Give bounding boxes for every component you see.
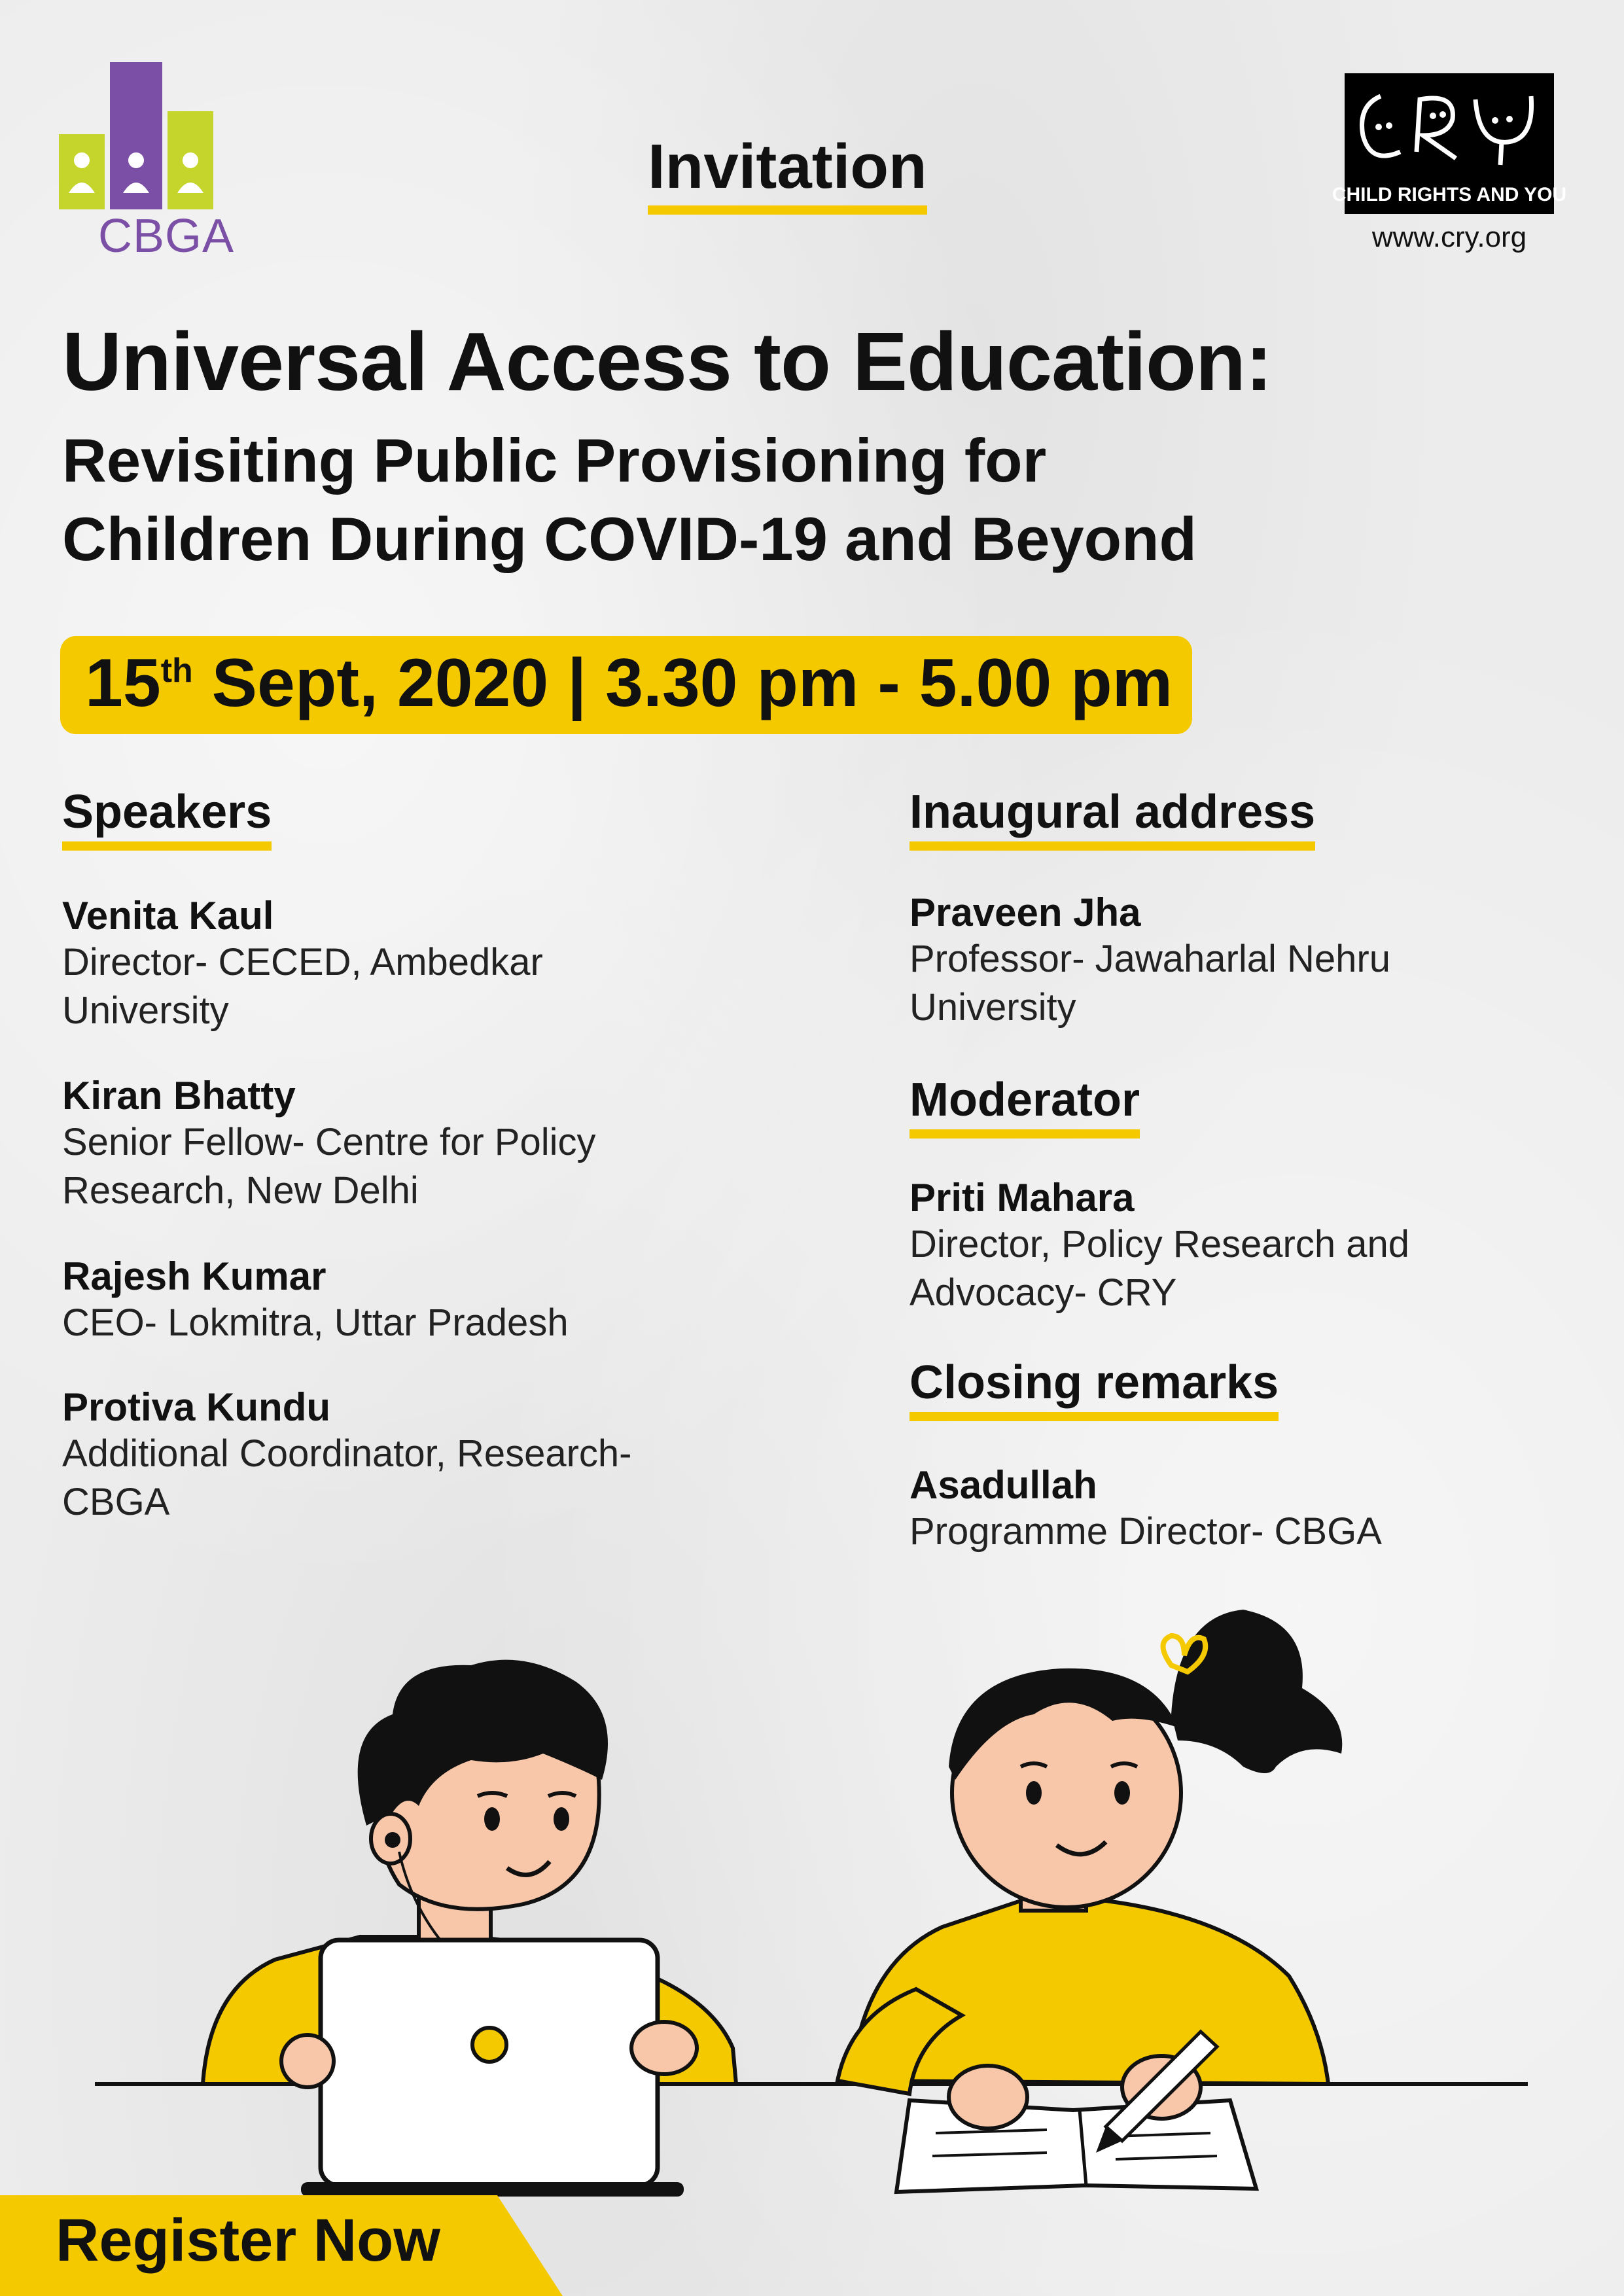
closing-role-line1: Programme Director- CBGA (909, 1510, 1382, 1553)
moderator-role-line1: Director, Policy Research and (909, 1223, 1409, 1265)
speaker-role-line2: Research, New Delhi (62, 1169, 419, 1212)
inaugural-speaker (909, 890, 1597, 1032)
speaker-name: Rajesh Kumar (62, 1254, 327, 1298)
inaugural-role-line2: University (909, 986, 1076, 1029)
speakers-heading (62, 785, 272, 851)
speaker-role-line2: CBGA (62, 1481, 170, 1523)
inaugural-name: Praveen Jha (909, 891, 1141, 934)
girl-illustration (838, 1610, 1342, 2192)
event-date-time (85, 645, 1173, 722)
invitation-heading (648, 131, 927, 215)
inaugural-heading (909, 785, 1315, 851)
moderator-heading-label: Moderator (909, 1073, 1140, 1139)
invitation-label: Invitation (648, 131, 927, 215)
speaker-role-line1: Director- CECED, Ambedkar (62, 941, 543, 983)
closing-heading-label: Closing remarks (909, 1356, 1279, 1421)
moderator-person (909, 1175, 1597, 1317)
event-subtitle-line1: Revisiting Public Provisioning for (62, 426, 1047, 495)
speaker-role-line1: Additional Coordinator, Research- (62, 1432, 632, 1475)
speaker-role-line2: University (62, 989, 229, 1032)
closing-person (909, 1462, 1597, 1556)
speaker-name: Venita Kaul (62, 894, 274, 938)
speakers-heading-label: Speakers (62, 785, 272, 851)
event-subtitle-line2: Children During COVID-19 and Beyond (62, 504, 1197, 573)
moderator-name: Priti Mahara (909, 1176, 1135, 1220)
speaker-role-line1: CEO- Lokmitra, Uttar Pradesh (62, 1301, 569, 1344)
cry-logo (1332, 73, 1567, 214)
inaugural-role-line1: Professor- Jawaharlal Nehru (909, 938, 1390, 980)
speaker-protiva-kundu (62, 1385, 847, 1527)
date-rest: Sept, 2020 | 3.30 pm - 5.00 pm (192, 645, 1173, 721)
speaker-kiran-bhatty (62, 1073, 847, 1215)
speaker-venita-kaul (62, 893, 847, 1035)
children-studying-illustration (0, 1570, 1624, 2225)
cbga-logo-text: CBGA (98, 210, 235, 262)
speaker-role-line1: Senior Fellow- Centre for Policy (62, 1121, 596, 1163)
date-day: 15 (85, 645, 161, 721)
event-title: Universal Access to Education: (62, 315, 1272, 408)
closing-heading (909, 1356, 1279, 1421)
date-suffix: th (160, 652, 193, 690)
moderator-role-line2: Advocacy- CRY (909, 1271, 1177, 1314)
boy-illustration (203, 1660, 736, 2197)
cry-tagline: CHILD RIGHTS AND YOU (1332, 184, 1567, 205)
moderator-heading (909, 1073, 1140, 1139)
inaugural-heading-label: Inaugural address (909, 785, 1315, 851)
register-now-button[interactable]: Register Now (56, 2207, 440, 2274)
speaker-name: Kiran Bhatty (62, 1074, 296, 1118)
speaker-name: Protiva Kundu (62, 1385, 331, 1429)
closing-name: Asadullah (909, 1463, 1097, 1507)
cry-url[interactable]: www.cry.org (1371, 221, 1527, 253)
speaker-rajesh-kumar (62, 1254, 847, 1347)
